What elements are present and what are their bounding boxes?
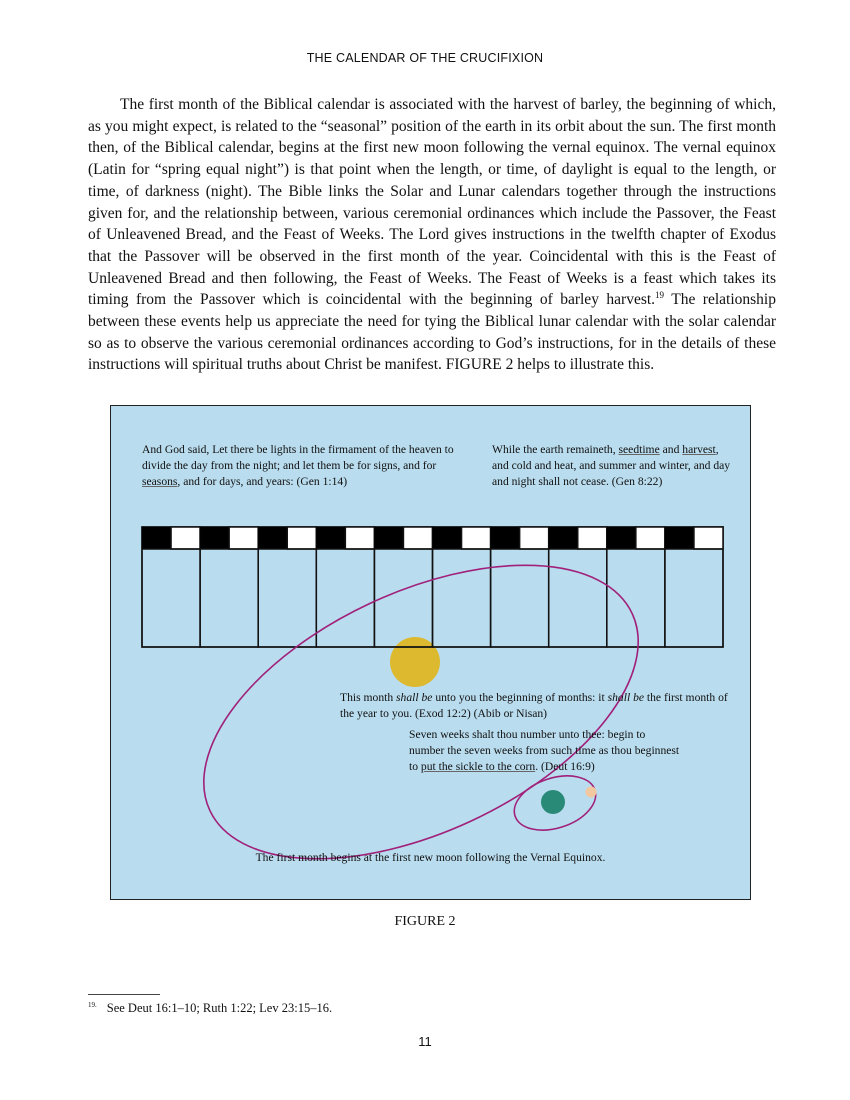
full-moon-block	[287, 527, 316, 549]
deuteronomy-16-9-quote	[409, 727, 681, 775]
quote-underlined: seasons	[142, 475, 178, 488]
calendar-grid	[142, 527, 723, 647]
quote-italic: shall be	[396, 691, 433, 704]
page-number: 11	[418, 1034, 432, 1049]
quote-italic: shall be	[607, 691, 645, 704]
quote-text: unto you the beginning of months: it	[432, 691, 608, 704]
new-moon-block	[374, 527, 403, 549]
genesis-8-22-quote	[492, 442, 732, 490]
moon-icon	[586, 787, 597, 798]
full-moon-block	[694, 527, 723, 549]
quote-underlined: harvest	[682, 443, 716, 456]
new-moon-block	[665, 527, 694, 549]
footnote-reference[interactable]: 19	[655, 290, 665, 301]
full-moon-block	[636, 527, 665, 549]
figure-caption: FIGURE 2	[394, 914, 456, 929]
full-moon-block	[345, 527, 374, 549]
new-moon-block	[258, 527, 287, 549]
quote-text: This month	[340, 691, 397, 704]
full-moon-block	[403, 527, 432, 549]
new-moon-block	[316, 527, 345, 549]
footnote-text: See Deut 16:1–10; Ruth 1:22; Lev 23:15–16.	[106, 1001, 333, 1016]
quote-text: And God said, Let there be lights in the firmament of the heaven to divide the day from the night; and let them be for signs, and for	[142, 443, 454, 472]
new-moon-block	[200, 527, 229, 549]
quote-text: Seven weeks shalt thou number unto thee: begin to number the seven weeks from such time as thou beginnest to	[409, 728, 680, 773]
footnote-number: 19.	[88, 1001, 97, 1009]
new-moon-block	[491, 527, 520, 549]
vernal-equinox-caption: The first month begins at the first new moon following the Vernal Equinox.	[255, 851, 606, 864]
exodus-12-2-quote	[340, 690, 730, 722]
running-head: THE CALENDAR OF THE CRUCIFIXION	[306, 51, 544, 65]
footnote-19	[88, 1001, 332, 1016]
new-moon-block	[142, 527, 171, 549]
quote-underlined: put the sickle to the corn	[420, 760, 536, 773]
earth-icon	[541, 790, 565, 814]
body-paragraph	[88, 94, 776, 376]
paragraph-text-continued: The relationship between these events help us appreciate the need for tying the Biblical lunar calendar with the solar calendar so as to observe the various ceremonial ordinances according to God’s instructions, for in the details of these instructions will spiritual truths about Christ be manifest. FIGURE 2 helps to illustrate this.	[88, 291, 776, 374]
new-moon-block	[607, 527, 636, 549]
quote-text: . (Deut 16:9)	[535, 760, 595, 773]
quote-text: and	[659, 443, 683, 456]
genesis-1-14-quote	[142, 442, 462, 490]
figure-2	[110, 405, 751, 900]
quote-text: , and for days, and years: (Gen 1:14)	[177, 475, 348, 488]
footnote-divider	[88, 994, 160, 995]
full-moon-block	[171, 527, 200, 549]
new-moon-block	[433, 527, 462, 549]
quote-text: , and cold and heat, and summer and winter, and day and night shall not cease. (Gen 8:22)	[492, 443, 731, 488]
quote-text: While the earth remaineth,	[492, 443, 619, 456]
full-moon-block	[578, 527, 607, 549]
quote-text: the first month of the year to you. (Exod 12:2) (Abib or Nisan)	[340, 691, 728, 720]
full-moon-block	[520, 527, 549, 549]
full-moon-block	[462, 527, 491, 549]
new-moon-block	[549, 527, 578, 549]
paragraph-text: The first month of the Biblical calendar is associated with the harvest of barley, the beginning of which, as you might expect, is related to the “seasonal” position of the earth in its orbit about the sun. The first month then, of the Biblical calendar, begins at the first new moon following the vernal equinox. The vernal equinox (Latin for “spring equal night”) is that point when the length, or time, of daylight is equal to the length, or time, of darkness (night). The Bible links the Solar and Lunar calendars together through the instructions given for, and the relationship between, various ceremonial ordinances which include the Passover, the Feast of Unleavened Bread, and the Feast of Weeks. The Lord gives instructions in the twelfth chapter of Exodus that the Passover will be observed in the first month of the year. Coincidental with this is the Feast of Unleavened Bread and then following, the Feast of Weeks. The Feast of Weeks is a feast which takes its timing from the Passover which is coincidental with the beginning of barley harvest.	[88, 96, 776, 309]
quote-underlined: seedtime	[618, 443, 660, 456]
full-moon-block	[229, 527, 258, 549]
